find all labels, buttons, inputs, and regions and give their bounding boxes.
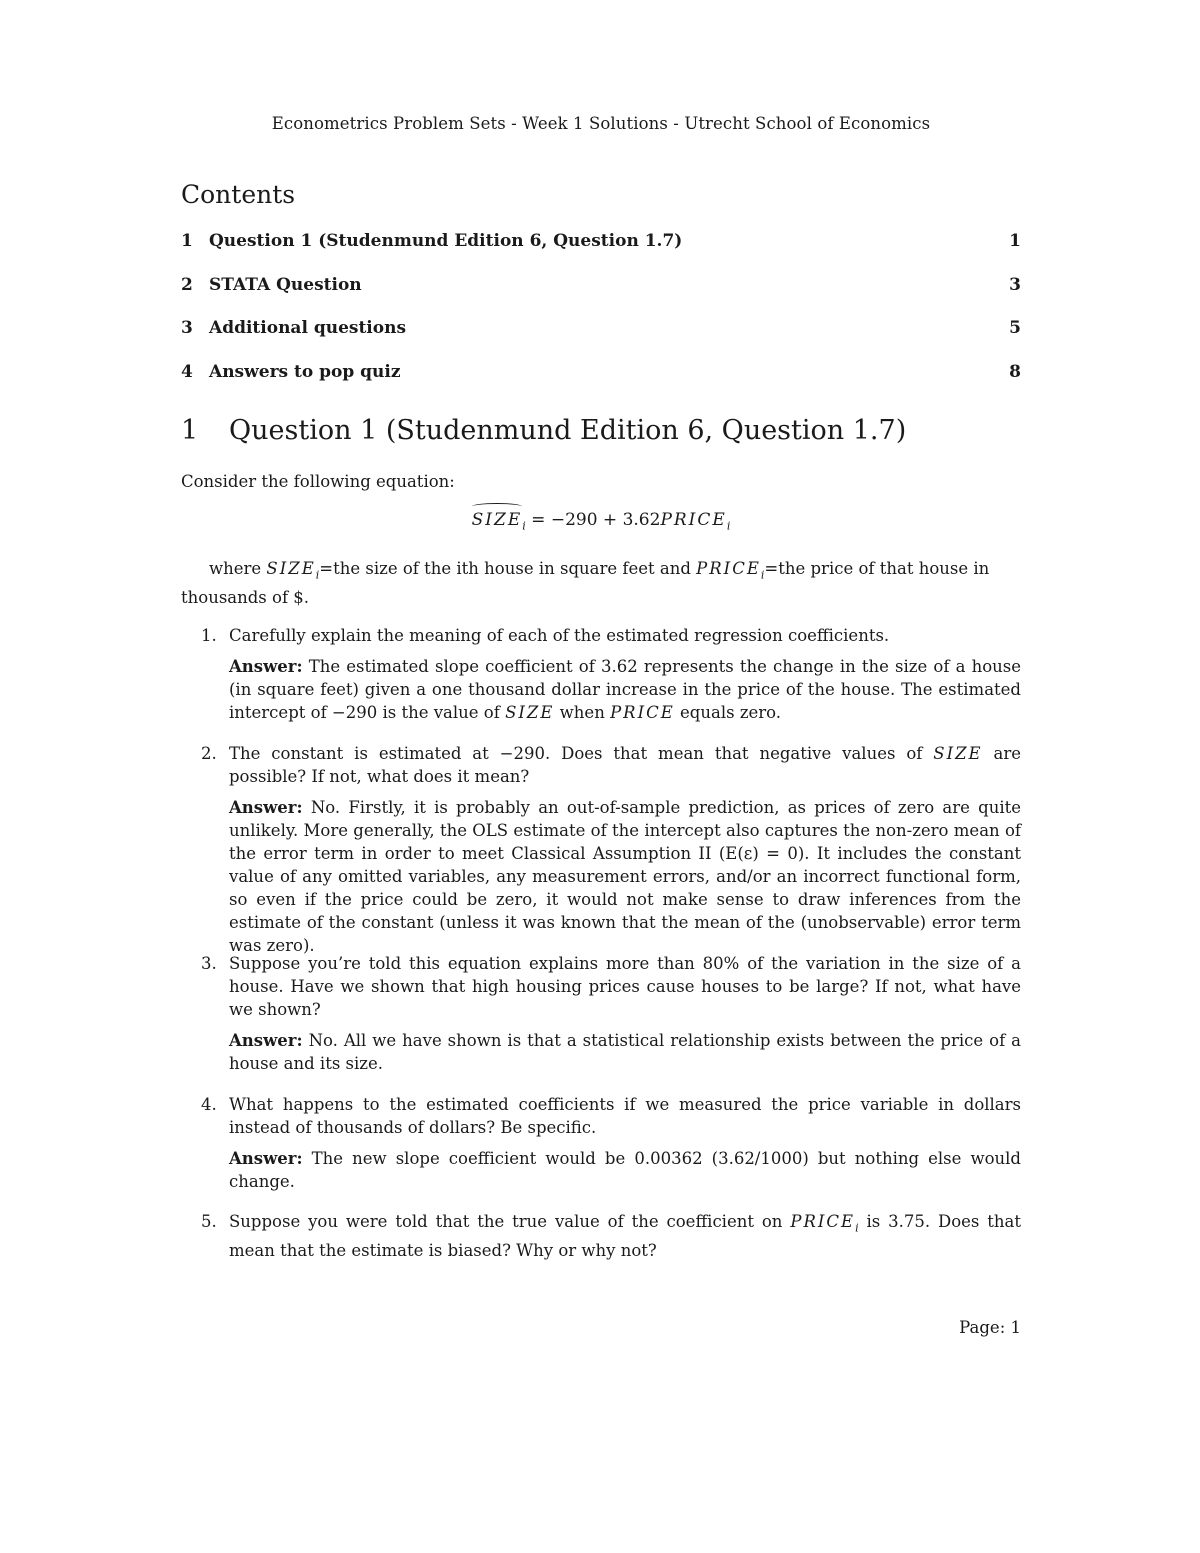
size-subscript: i bbox=[315, 568, 320, 582]
price-variable: PRICE bbox=[790, 1212, 856, 1231]
question-item bbox=[181, 1093, 1021, 1193]
question-number: 3. bbox=[201, 954, 217, 973]
running-header: Econometrics Problem Sets - Week 1 Solutions - Utrecht School of Economics bbox=[271, 114, 931, 133]
question-number: 5. bbox=[201, 1212, 217, 1231]
question-text: Suppose you’re told this equation explains more than 80% of the variation in the size of a house. Have we shown that high housing prices cause houses to be large? If not, what have we shown? bbox=[229, 954, 1021, 1019]
question-number: 1. bbox=[201, 626, 217, 645]
answer-body: No. All we have shown is that a statistical relationship exists between the price of a house and its size. bbox=[229, 1031, 1021, 1073]
answer-body: when bbox=[554, 703, 611, 722]
price-subscript: i bbox=[760, 568, 765, 582]
contents-title: Contents bbox=[181, 180, 296, 209]
toc-entry-title: Additional questions bbox=[209, 318, 407, 338]
toc-entry-number: 2 bbox=[181, 275, 193, 295]
price-variable: PRICE bbox=[610, 703, 675, 722]
answer-body: The estimated slope coefficient of 3.62 represents the change in the size of a house (in square feet) given a one thousand dollar increase in the price of the house. The estimated intercept of −290 is the value of bbox=[229, 657, 1021, 722]
answer-body: The new slope coefficient would be 0.00362 (3.62/1000) but nothing else would change. bbox=[229, 1149, 1021, 1191]
section-title: Question 1 (Studenmund Edition 6, Question 1.7) bbox=[229, 415, 907, 446]
definition-text: where bbox=[209, 559, 267, 578]
answer-label: Answer: bbox=[229, 798, 303, 817]
toc-entry-number: 4 bbox=[181, 362, 193, 382]
question-text bbox=[229, 742, 1021, 788]
definition-text: =the price of that house in thousands of $. bbox=[181, 559, 990, 608]
variable-definitions bbox=[181, 557, 1021, 609]
equation-rhs-subscript: i bbox=[726, 519, 731, 533]
answer-text bbox=[229, 655, 1021, 724]
answer-text bbox=[229, 796, 1021, 957]
toc-entry-title: STATA Question bbox=[209, 275, 362, 295]
answer-body: equals zero. bbox=[674, 703, 782, 722]
question-body: The constant is estimated at −290. Does that mean that negative values of bbox=[229, 744, 934, 763]
equation-constant: = −290 + 3.62 bbox=[525, 510, 661, 530]
question-body: is 3.75. Does that mean that the estimate is biased? Why or why not? bbox=[229, 1212, 1022, 1261]
answer-text bbox=[229, 1147, 1021, 1193]
toc-entry-title: Question 1 (Studenmund Edition 6, Question 1.7) bbox=[209, 231, 683, 251]
size-variable: SIZE bbox=[266, 559, 316, 578]
size-variable: SIZE bbox=[505, 703, 555, 722]
toc-entry[interactable] bbox=[181, 362, 1021, 386]
definition-text: =the size of the ith house in square feet and bbox=[319, 559, 697, 578]
answer-body: No. Firstly, it is probably an out-of-sample prediction, as prices of zero are quite unlikely. More generally, the OLS estimate of the intercept also captures the non-zero mean of the error term in order to meet Classical Assumption II (E(ε) = 0). It includes the constant value of any omitted variables, any measurement errors, and/or an incorrect functional form, so even if the price could be zero, it would not make sense to draw inferences from the estimate of the constant (unless it was known that the mean of the (unobservable) error term was zero). bbox=[229, 798, 1022, 955]
question-number: 4. bbox=[201, 1095, 217, 1114]
toc-entry[interactable] bbox=[181, 231, 1021, 255]
answer-text bbox=[229, 1029, 1021, 1075]
section-heading bbox=[181, 415, 1021, 446]
toc-entry[interactable] bbox=[181, 318, 1021, 342]
toc-entry-page: 8 bbox=[1009, 362, 1021, 382]
question-item bbox=[181, 1210, 1021, 1262]
toc-entry-page: 1 bbox=[1009, 231, 1021, 251]
toc-entry-title: Answers to pop quiz bbox=[209, 362, 401, 382]
toc-entry-page: 3 bbox=[1009, 275, 1021, 295]
answer-label: Answer: bbox=[229, 1149, 303, 1168]
price-variable: PRICE bbox=[696, 559, 761, 578]
equation-lhs: SIZE bbox=[471, 510, 523, 530]
question-text bbox=[229, 1210, 1021, 1262]
equation-lhs-subscript: i bbox=[522, 519, 526, 533]
regression-equation bbox=[181, 510, 1021, 532]
price-subscript: i bbox=[855, 1221, 859, 1235]
section-number: 1 bbox=[181, 415, 199, 446]
question-item bbox=[181, 952, 1021, 1075]
question-number: 2. bbox=[201, 744, 217, 763]
toc-entry-number: 3 bbox=[181, 318, 193, 338]
answer-label: Answer: bbox=[229, 657, 303, 676]
toc-entry-page: 5 bbox=[1009, 318, 1021, 338]
intro-text: Consider the following equation: bbox=[181, 472, 455, 491]
answer-label: Answer: bbox=[229, 1031, 303, 1050]
question-body: are possible? If not, what does it mean? bbox=[229, 744, 1021, 786]
question-text: Carefully explain the meaning of each of the estimated regression coefficients. bbox=[229, 626, 890, 645]
equation-rhs-variable: PRICE bbox=[660, 510, 727, 530]
size-variable: SIZE bbox=[933, 744, 983, 763]
page-number: Page: 1 bbox=[959, 1318, 1021, 1337]
question-item bbox=[181, 624, 1021, 724]
question-item bbox=[181, 742, 1021, 957]
toc-entry[interactable] bbox=[181, 275, 1021, 299]
question-text: What happens to the estimated coefficients if we measured the price variable in dollars instead of thousands of dollars? Be specific. bbox=[229, 1095, 1021, 1137]
question-body: Suppose you were told that the true value of the coefficient on bbox=[229, 1212, 791, 1231]
toc-entry-number: 1 bbox=[181, 231, 193, 251]
